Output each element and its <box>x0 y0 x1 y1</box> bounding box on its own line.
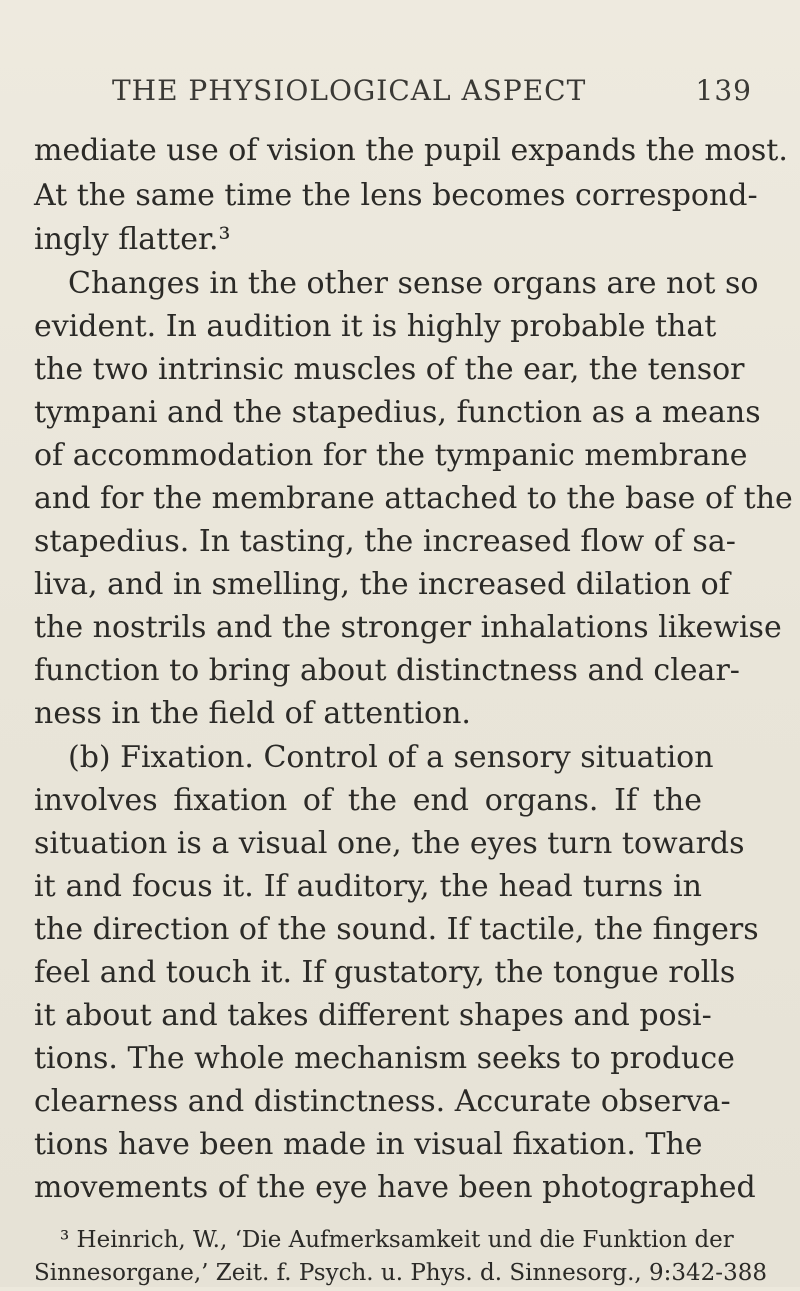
running-head <box>112 74 752 114</box>
text-line: it about and takes different shapes and posi- <box>34 998 712 1033</box>
text-line: clearness and distinctness. Accurate observa- <box>34 1084 731 1119</box>
text-line: ness in the field of attention. <box>34 696 471 731</box>
text-line: movements of the eye have been photographed <box>34 1170 756 1205</box>
text-line: the nostrils and the stronger inhalations likewise <box>34 610 782 645</box>
text-line: the direction of the sound. If tactile, the fingers <box>34 912 759 947</box>
text-line: the two intrinsic muscles of the ear, the tensor <box>34 352 745 387</box>
text-line: function to bring about distinctness and clear- <box>34 653 740 688</box>
footnote-line: ³ Heinrich, W., ‘Die Aufmerksamkeit und die Funktion der <box>60 1227 734 1253</box>
text-line: of accommodation for the tympanic membrane <box>34 438 748 473</box>
text-line: liva, and in smelling, the increased dilation of <box>34 567 730 602</box>
text-line: ingly flatter.³ <box>34 222 231 257</box>
text-line: it and focus it. If auditory, the head turns in <box>34 869 702 904</box>
text-line: stapedius. In tasting, the increased flow of sa- <box>34 524 736 559</box>
text-line: tions have been made in visual fixation. The <box>34 1127 703 1162</box>
text-line: situation is a visual one, the eyes turn towards <box>34 826 745 861</box>
text-line: mediate use of vision the pupil expands the most. <box>34 133 788 168</box>
text-line: tympani and the stapedius, function as a means <box>34 395 761 430</box>
text-line: involves fixation of the end organs. If the <box>34 783 702 818</box>
running-head-title: THE PHYSIOLOGICAL ASPECT <box>112 74 587 107</box>
text-line: At the same time the lens becomes correspond- <box>34 178 758 213</box>
text-line: tions. The whole mechanism seeks to produce <box>34 1041 735 1076</box>
text-line: feel and touch it. If gustatory, the tongue rolls <box>34 955 736 990</box>
text-line: and for the membrane attached to the base of the <box>34 481 793 516</box>
text-line: (b) Fixation. Control of a sensory situation <box>68 740 714 775</box>
text-line: evident. In audition it is highly probable that <box>34 309 717 344</box>
footnote-line: Sinnesorgane,’ Zeit. f. Psych. u. Phys. d. Sinnesorg., 9:342-388 <box>34 1260 767 1286</box>
page-number: 139 <box>695 74 752 107</box>
text-line: Changes in the other sense organs are not so <box>68 266 759 301</box>
